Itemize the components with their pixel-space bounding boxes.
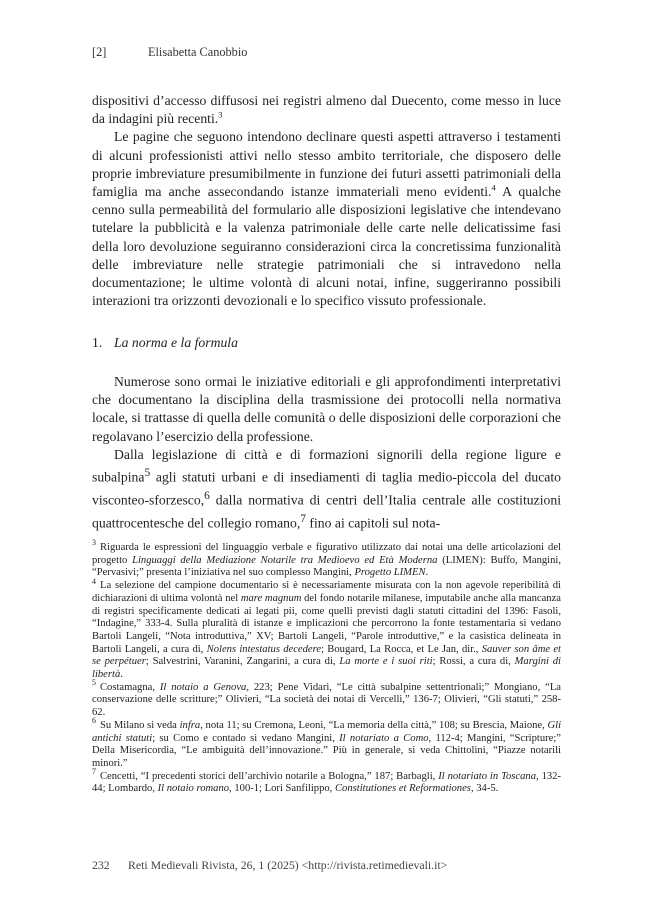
paragraph xyxy=(92,92,561,128)
footnote-text: , 100-1; Lori Sanfilippo, xyxy=(229,783,335,795)
italic-text: Progetto LIMEN xyxy=(354,567,426,579)
author-name: Elisabetta Canobbio xyxy=(148,45,248,59)
footnote-text: del fondo notarile milanese, imputabile anche alla mancanza di registri specificamente dedicati ai legati pii, come quelli previsti dagli statuti cittadini del 1396: Fasoli, “Indagine,” 333-4. Sulla pluralità di istanze e implicazioni che percorrono la fonte testamentaria si vedano Bartoli Langeli, “Nota introduttiva,” XV; Bartoli Langeli, “Parole introduttive,” e la casistica delineata in Bartoli Langeli, a cura di, xyxy=(92,592,561,655)
footnote-text: , 223; Pene Vidari, “Le città subalpine settentrionali;” Mongiano, “La conservazione delle scritture;” Olivieri, “La società dei notai di Vercelli,” 136-7; Olivieri, “Gli statuti,” 258-62. xyxy=(92,681,561,719)
footnote-5 xyxy=(92,678,561,720)
running-header xyxy=(92,45,247,60)
paragraph-text: Dalla legislazione di città e di formazioni signorili della regione ligure e subalpina xyxy=(92,446,561,485)
paragraph-text: A qualche cenno sulla permeabilità del formulario alle disposizioni legislative che intendevano tutelare la pubblicità e la valenza patrimoniale delle carte nelle delicatissime fasi della loro devoluzione seguiranno considerazioni circa la concretissima funzionalità delle imbreviature nelle strategie patrimoniali che si intravedono nella documentazione; le ultime volontà di alcuni notai, infine, suggeriranno possibili interazioni tra orizzonti devozionali e lo specifico vissuto professionale. xyxy=(92,184,561,309)
journal-citation: Reti Medievali Rivista, 26, 1 (2025) <http://rivista.retimedievali.it> xyxy=(128,858,448,872)
paragraph-text: dalla normativa di centri dell’Italia centrale alle costituzioni quattrocentesche del collegio romano, xyxy=(92,492,561,531)
paragraph-text: agli statuti urbani e di insediamenti di taglia medio-piccola del ducato visconteo-sforzesco, xyxy=(92,469,561,508)
italic-text: Il notaio a Genova xyxy=(159,681,247,693)
footnote-text: (LIMEN): Buffo, Mangini, “Pervasivi;” presenta l’iniziativa nel suo complesso Mangini, xyxy=(92,554,561,579)
footnote-number: 4 xyxy=(92,576,96,586)
footnote-7 xyxy=(92,767,561,796)
paragraph xyxy=(92,128,561,310)
italic-text: Gli antichi statuti xyxy=(92,719,562,744)
page-footer xyxy=(92,858,447,873)
footnote-text: , 34-5. xyxy=(470,783,499,795)
section-number: 1. xyxy=(92,335,103,350)
italic-text: Nolens intestatus decedere xyxy=(206,643,322,655)
footnotes xyxy=(92,538,562,796)
page-number: 232 xyxy=(92,858,110,872)
footnote-text: ; Rossi, a cura di, xyxy=(432,656,515,668)
footnote-6 xyxy=(92,716,562,771)
footnote-text: . xyxy=(425,567,429,579)
footnote-number: 5 xyxy=(92,678,96,688)
footnote-text: Su Milano si veda xyxy=(99,719,180,731)
italic-text: Constitutiones et Reformationes xyxy=(334,783,471,795)
italic-text: mare magnum xyxy=(240,592,302,604)
footnote-text: , 132-44; Lombardo, xyxy=(92,770,561,795)
italic-text: Il notariato in Toscana xyxy=(438,770,537,782)
footnote-ref[interactable]: 7 xyxy=(300,512,306,525)
footnote-number: 3 xyxy=(92,538,96,548)
italic-text: Il notaio romano xyxy=(157,783,230,795)
section-text xyxy=(92,373,561,532)
footnote-text: . xyxy=(120,669,123,681)
paragraph-text: Numerose sono ormai le iniziative editoriali e gli approfondimenti interpretativi che documentano la disciplina della trasmissione dei protocolli nella normativa locale, si trattasse di quella delle comunità o delle disposizioni delle corporazioni che regolavano l’esercizio della professione. xyxy=(92,374,561,444)
footnote-text: ; su Como e contado si vedano Mangini, xyxy=(152,732,340,744)
italic-text: Linguaggi della Mediazione Notarile tra Medioevo ed Età Moderna xyxy=(132,554,438,566)
footnote-4 xyxy=(92,576,561,682)
paragraph-text: Le pagine che seguono intendono declinare questi aspetti attraverso i testamenti di alcuni professionisti attivi nello stesso ambito territoriale, che disposero delle proprie imbreviature presumibilmente in funzione dei futuri assetti patrimoniali della famiglia ma anche assecondando istanze immateriali meno evidenti. xyxy=(92,129,561,200)
italic-text: La morte e i suoi riti xyxy=(339,656,433,668)
paragraph xyxy=(92,446,561,533)
paragraph-text: dispositivi d’accesso diffusosi nei registri almeno dal Duecento, come messo in luce da indagini più recenti. xyxy=(92,93,561,127)
paragraph xyxy=(92,373,561,446)
footnote-text: Cencetti, “I precedenti storici dell’archivio notarile a Bologna,” 187; Barbagli, xyxy=(99,770,439,782)
footnote-ref[interactable]: 4 xyxy=(491,182,496,193)
footnote-text: ; Salvestrini, Varanini, Zangarini, a cura di, xyxy=(145,656,340,668)
page-marker: [2] xyxy=(92,45,107,59)
italic-text: Sauver son âme et se perpétuer xyxy=(92,643,561,668)
paragraph-text: fino ai capitoli sul nota- xyxy=(305,515,441,531)
italic-text: Margini di libertà xyxy=(92,656,561,681)
footnote-text: ; Bougard, La Rocca, et Le Jan, dir., xyxy=(321,643,482,655)
section-title: La norma e la formula xyxy=(114,335,238,350)
footnote-text: Costamagna, xyxy=(99,681,160,693)
footnote-text: , nota 11; su Cremona, Leoni, “La memoria della città,” 108; su Brescia, Maione, xyxy=(200,719,548,731)
italic-text: Il notariato a Como xyxy=(339,732,429,744)
footnote-3 xyxy=(92,538,561,580)
intro-text xyxy=(92,92,561,310)
footnote-text: La selezione del campione documentario si è necessariamente misurata con la non agevole reperibilità di dichiarazioni di ultima volontà nel xyxy=(92,580,561,604)
footnote-number: 7 xyxy=(92,767,96,777)
section-heading xyxy=(92,335,238,351)
footnote-ref[interactable]: 3 xyxy=(218,109,223,120)
footnote-text: Riguarda le espressioni del linguaggio verbale e figurativo utilizzato dai notai una delle articolazioni del progetto xyxy=(92,542,561,566)
footnote-ref[interactable]: 6 xyxy=(204,489,210,502)
italic-text: infra xyxy=(179,719,201,731)
footnote-text: , 112-4; Mangini, “Scripture;” Della Misericordia, “Le ambiguità dell’innovazione.” Più in generale, si veda Chittolini, “Piazze notarili minori.” xyxy=(92,732,561,769)
footnote-number: 6 xyxy=(92,716,96,726)
footnote-ref[interactable]: 5 xyxy=(144,467,151,480)
